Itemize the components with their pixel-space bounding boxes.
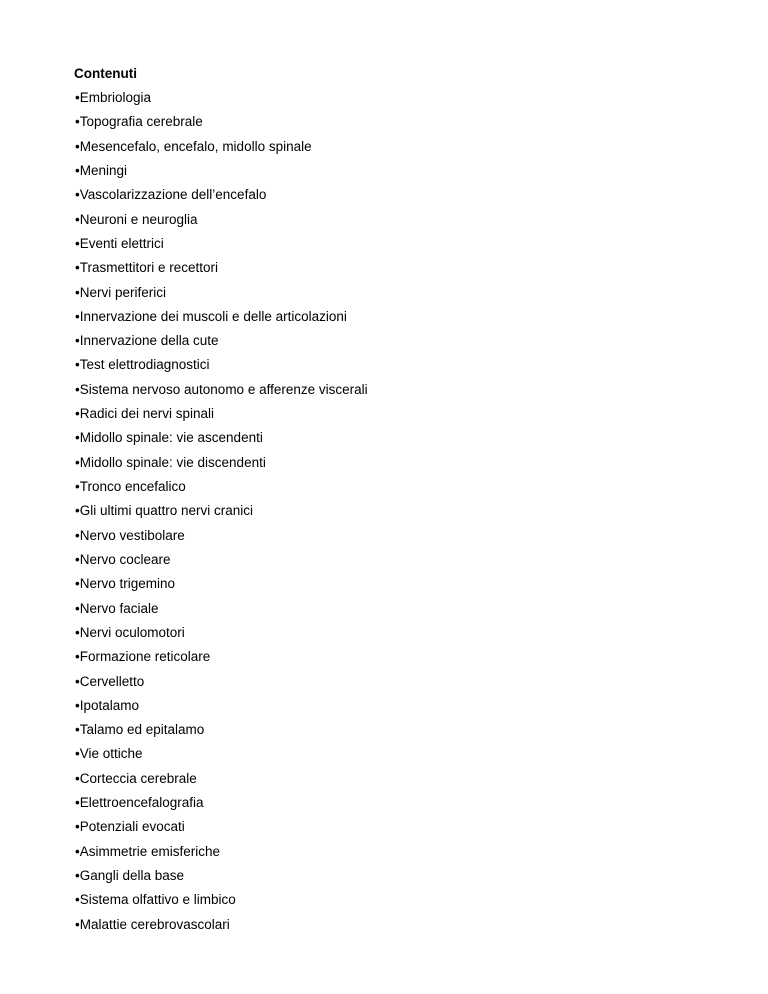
contents-item: •Eventi elettrici bbox=[75, 235, 164, 251]
contents-item: •Potenziali evocati bbox=[75, 819, 185, 835]
contents-item: •Midollo spinale: vie ascendenti bbox=[75, 430, 263, 446]
contents-item: •Gli ultimi quattro nervi cranici bbox=[75, 503, 254, 519]
contents-item: •Tronco encefalico bbox=[75, 479, 186, 494]
contents-item: •Mesencefalo, encefalo, midollo spinale bbox=[75, 138, 312, 154]
contents-item: •Midollo spinale: vie discendenti bbox=[75, 454, 266, 470]
contents-item: •Innervazione della cute bbox=[75, 333, 219, 349]
contents-item: •Nervo trigemino bbox=[75, 576, 176, 592]
contents-item: •Sistema nervoso autonomo e afferenze viscerali bbox=[75, 381, 368, 397]
contents-item: •Sistema olfattivo e limbico bbox=[75, 892, 236, 908]
contents-item: •Embriologia bbox=[75, 90, 152, 105]
contents-item: •Test elettrodiagnostici bbox=[75, 357, 210, 373]
contents-item: •Nervo vestibolare bbox=[75, 527, 185, 543]
contents-heading: Contenuti bbox=[74, 66, 137, 81]
contents-item: •Talamo ed epitalamo bbox=[75, 722, 205, 738]
contents-item: •Nervi oculomotori bbox=[75, 624, 185, 640]
contents-item: •Radici dei nervi spinali bbox=[75, 406, 215, 422]
contents-item: •Formazione reticolare bbox=[75, 649, 211, 665]
contents-item: •Gangli della base bbox=[75, 868, 185, 883]
contents-item: •Innervazione dei muscoli e delle articolazioni bbox=[75, 308, 347, 324]
contents-item: •Trasmettitori e recettori bbox=[75, 260, 219, 276]
contents-item: •Asimmetrie emisferiche bbox=[75, 843, 221, 859]
contents-list bbox=[75, 90, 368, 941]
contents-item: •Nervo cocleare bbox=[75, 551, 171, 567]
contents-item: •Cervelletto bbox=[75, 673, 145, 689]
contents-item: •Meningi bbox=[75, 162, 128, 178]
contents-item: •Vascolarizzazione dell’encefalo bbox=[75, 187, 267, 203]
contents-item: •Corteccia cerebrale bbox=[75, 770, 197, 786]
contents-item: •Nervi periferici bbox=[75, 284, 166, 300]
contents-item: •Vie ottiche bbox=[75, 746, 143, 762]
contents-item: •Malattie cerebrovascolari bbox=[75, 916, 230, 932]
contents-item: •Ipotalamo bbox=[75, 697, 140, 713]
contents-item: •Nervo faciale bbox=[75, 600, 159, 616]
contents-item: •Topografia cerebrale bbox=[75, 114, 203, 130]
contents-item: •Neuroni e neuroglia bbox=[75, 211, 198, 227]
contents-item: •Elettroencefalografia bbox=[75, 795, 204, 811]
